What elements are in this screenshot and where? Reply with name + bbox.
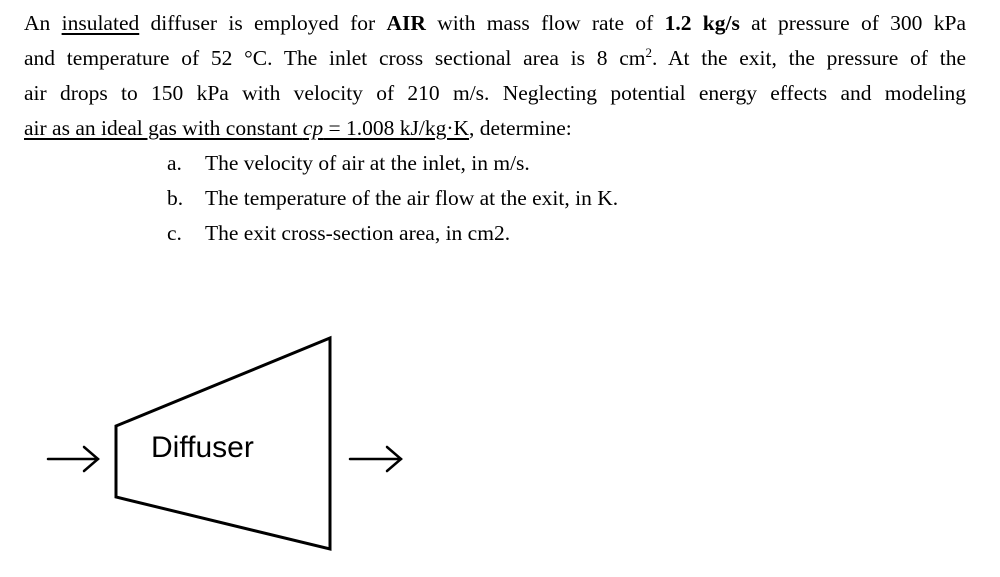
insulated-underlined: insulated [61,11,140,35]
air-bold: AIR [386,11,426,35]
problem-line-4: air as an ideal gas with constant cp = 1.008 kJ/kg·K, determine: [24,116,572,140]
question-item: a. The velocity of air at the inlet, in m/s. [167,151,530,175]
problem-line-3: air drops to 150 kPa with velocity of 210 m/s. Neglecting potential energy effects and modeling [24,81,966,105]
inlet-arrow-icon [48,447,98,471]
diffuser-label: Diffuser [151,431,254,464]
area-exponent: 2 [645,44,653,60]
question-item: b. The temperature of the air flow at the exit, in K. [167,186,619,210]
outlet-arrow-icon [350,447,401,471]
problem-line-1: An insulated diffuser is employed for AIR with mass flow rate of 1.2 kg/s at pressure of 300 kPa [24,11,966,35]
cp-underlined-phrase: air as an ideal gas with constant cp = 1.008 kJ/kg·K [24,116,470,140]
problem-line-2: and temperature of 52 °C. The inlet cross sectional area is 8 $cm^2$. At the exit, the pressure of the [24,44,966,70]
question-item: c. The exit cross-section area, in cm2. [167,221,511,245]
mass-flow-bold: 1.2 kg/s [664,11,740,35]
